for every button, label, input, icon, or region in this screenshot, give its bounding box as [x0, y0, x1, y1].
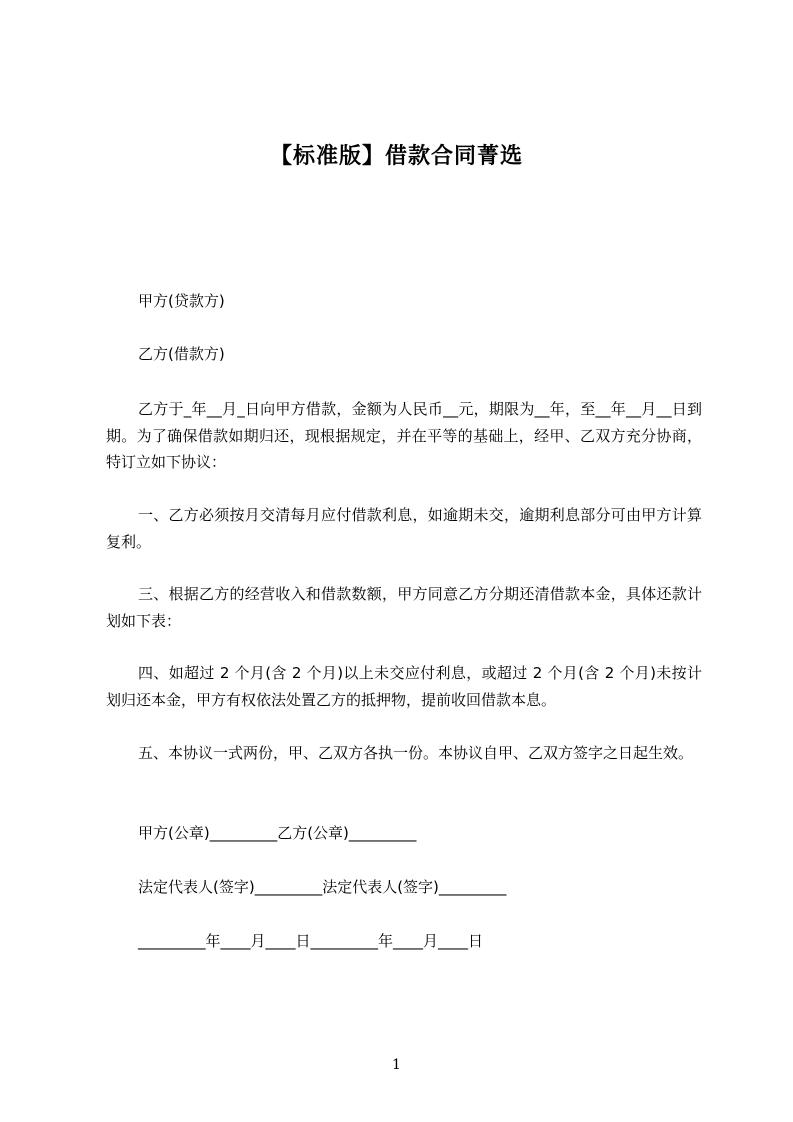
document-title: 【标准版】借款合同菁选 [269, 144, 523, 169]
clause-3: 三、根据乙方的经营收入和借款数额，甲方同意乙方分期还清借款本金，具体还款计划如下表： [106, 585, 702, 630]
clause-4: 四、如超过 2 个月(含 2 个月)以上未交应付利息，或超过 2 个月(含 2 个月)未按计划归还本金，甲方有权依法处置乙方的抵押物，提前收回借款本息。 [106, 664, 702, 709]
intro-paragraph: 乙方于_年__月_日向甲方借款，金额为人民币__元，期限为__年，至__年__月__日到期。为了确保借款如期归还，现根据规定，并在平等的基础上，经甲、乙双方充分协商，特订立如下协议： [106, 400, 702, 471]
seal-line: 甲方(公章)_________乙方(公章)_________ [138, 824, 417, 842]
page-number: 1 [392, 1057, 401, 1073]
lender-label: 甲方(贷款方) [138, 292, 225, 310]
clause-5: 五、本协议一式两份，甲、乙双方各执一份。本协议自甲、乙双方签字之日起生效。 [138, 744, 694, 762]
clause-1: 一、乙方必须按月交清每月应付借款利息，如逾期未交，逾期利息部分可由甲方计算复利。 [106, 506, 702, 551]
representative-signature-line: 法定代表人(签字)_________法定代表人(签字)_________ [138, 878, 507, 896]
date-line: _________年____月____日_________年____月____日 [138, 932, 484, 950]
borrower-label: 乙方(借款方) [138, 345, 225, 363]
